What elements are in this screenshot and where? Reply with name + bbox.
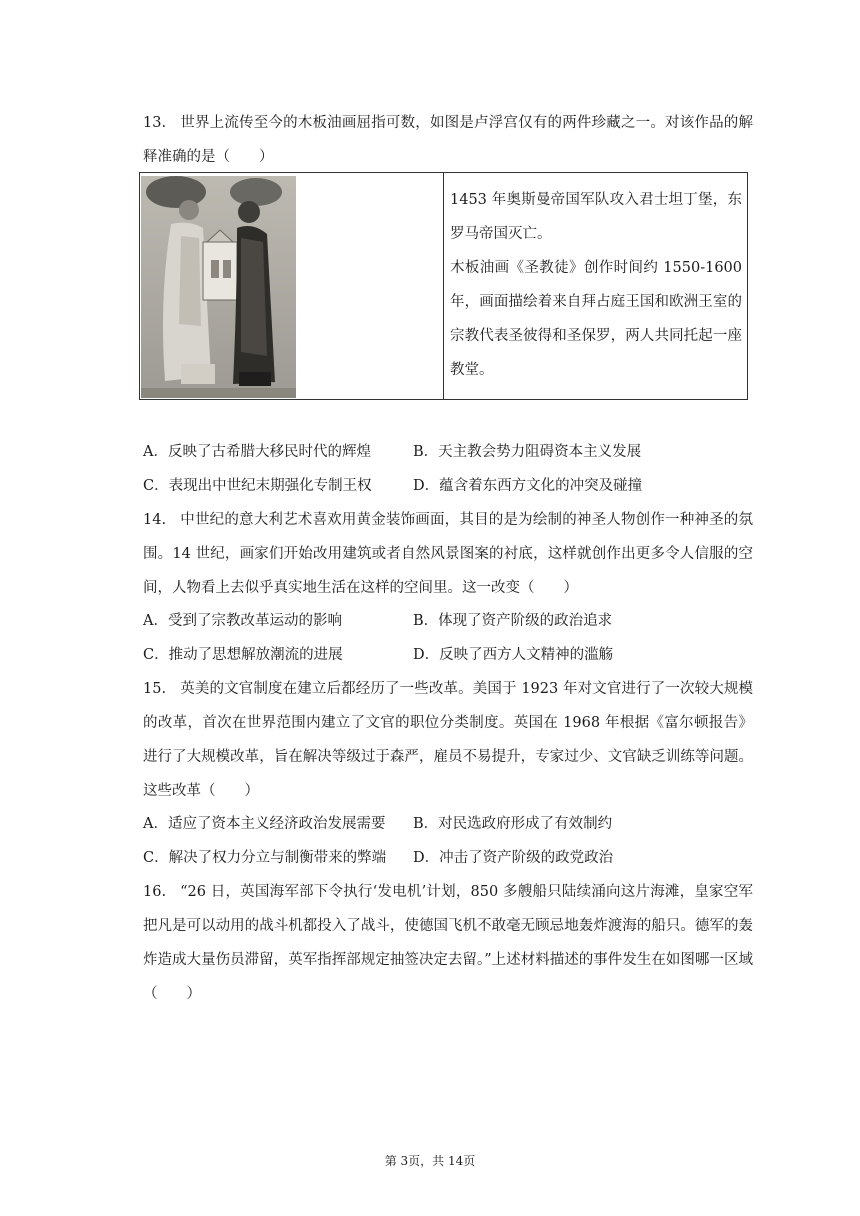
option-a[interactable]: A．受到了宗教改革运动的影响	[143, 613, 342, 629]
figure-caption	[450, 183, 742, 387]
option-a[interactable]: A．适应了资本主义经济政治发展需要	[143, 816, 386, 832]
question-stem: “26 日，英国海军部下令执行‘发电机’计划，850 多艘船只陆续涌向这片海滩，皇家空军把凡是可以动用的战斗机都投入了战斗，使德国飞机不敢毫无顾忌地轰炸渡海的船只。德军的轰炸造成大量伤员滞留，英军指挥部规定抽签决定去留。”上述材料描述的事件发生在如图哪一区域（ ）	[143, 884, 753, 1002]
question-14	[143, 503, 753, 605]
question-number: 13.	[143, 115, 167, 131]
question-16	[143, 875, 753, 1011]
caption-line: 木板油画《圣教徒》创作时间约 1550-1600 年，画面描绘着来自拜占庭王国和欧洲王室的宗教代表圣彼得和圣保罗，两人共同托起一座教堂。	[450, 260, 742, 378]
table-divider	[443, 173, 444, 399]
question-stem: 英美的文官制度在建立后都经历了一些改革。美国于 1923 年对文官进行了一次较大规模的改革，首次在世界范围内建立了文官的职位分类制度。英国在 1968 年根据《富尔顿报告》进行了大规模改革，旨在解决等级过于森严，雇员不易提升，专家过少、文官缺乏训练等问题。这些改革（ ）	[143, 681, 753, 799]
option-d[interactable]: D．冲击了资产阶级的政党政治	[413, 850, 614, 866]
question-13	[143, 106, 753, 174]
question-15-options	[143, 807, 753, 875]
page-footer: 第 3页，共 14页	[384, 1154, 476, 1168]
question-number: 15.	[143, 681, 167, 697]
question-15	[143, 672, 753, 808]
option-c[interactable]: C．推动了思想解放潮流的进展	[143, 647, 343, 663]
option-b[interactable]: B．体现了资产阶级的政治追求	[413, 613, 613, 629]
question-number: 14.	[143, 512, 167, 528]
question-13-options	[143, 435, 753, 503]
option-b[interactable]: B．天主教会势力阻碍资本主义发展	[413, 444, 642, 460]
option-c[interactable]: C．表现出中世纪末期强化专制王权	[143, 478, 372, 494]
option-d[interactable]: D．蕴含着东西方文化的冲突及碰撞	[413, 478, 643, 494]
question-stem: 中世纪的意大利艺术喜欢用黄金装饰画面，其目的是为绘制的神圣人物创作一种神圣的氛围。14 世纪，画家们开始改用建筑或者自然风景图案的衬底，这样就创作出更多令人信服的空间，人物看上去似乎真实地生活在这样的空间里。这一改变（ ）	[143, 512, 753, 596]
question-stem: 世界上流传至今的木板油画屈指可数，如图是卢浮宫仅有的两件珍藏之一。对该作品的解释准确的是（ ）	[143, 115, 753, 165]
question-14-options	[143, 604, 753, 672]
option-d[interactable]: D．反映了西方人文精神的滥觞	[413, 647, 614, 663]
option-a[interactable]: A．反映了古希腊大移民时代的辉煌	[143, 444, 371, 460]
panel-painting-image	[141, 176, 296, 398]
caption-line: 1453 年奥斯曼帝国军队攻入君士坦丁堡，东罗马帝国灭亡。	[450, 192, 742, 242]
figure-table	[139, 172, 748, 400]
option-c[interactable]: C．解决了权力分立与制衡带来的弊端	[143, 850, 387, 866]
question-number: 16.	[143, 884, 167, 900]
option-b[interactable]: B．对民选政府形成了有效制约	[413, 816, 613, 832]
